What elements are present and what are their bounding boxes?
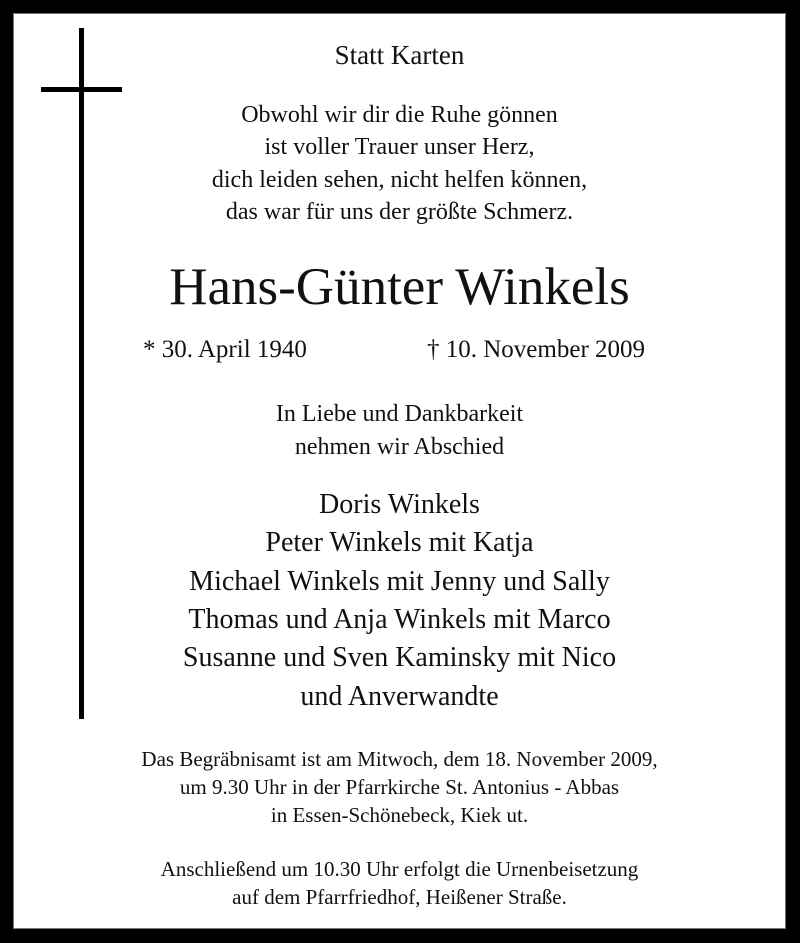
death-date: † 10. November 2009	[427, 336, 646, 363]
burial-line: Anschließend um 10.30 Uhr erfolgt die Urnenbeisetzung	[160, 857, 639, 881]
service-line: Das Begräbnisamt ist am Mitwoch, dem 18. November 2009,	[141, 747, 658, 771]
family-member: Doris Winkels	[319, 489, 480, 520]
farewell-line: In Liebe und Dankbarkeit	[275, 401, 524, 427]
header-statt-karten: Statt Karten	[334, 40, 465, 70]
service-line: in Essen-Schönebeck, Kiek ut.	[270, 803, 529, 827]
family-member: Michael Winkels mit Jenny und Sally	[189, 566, 610, 597]
family-member: Peter Winkels mit Katja	[265, 527, 534, 558]
farewell-line: nehmen wir Abschied	[294, 434, 505, 460]
birth-date: * 30. April 1940	[143, 336, 307, 363]
poem-line: Obwohl wir dir die Ruhe gönnen	[241, 102, 558, 128]
family-member: Thomas und Anja Winkels mit Marco	[188, 604, 611, 635]
cross-horizontal-bar	[41, 87, 122, 92]
poem-line: das war für uns der größte Schmerz.	[225, 199, 574, 225]
obituary-notice	[13, 13, 786, 929]
deceased-name: Hans-Günter Winkels	[169, 258, 630, 316]
family-member: und Anverwandte	[300, 681, 499, 712]
family-member: Susanne und Sven Kaminsky mit Nico	[182, 642, 617, 673]
burial-line: auf dem Pfarrfriedhof, Heißener Straße.	[232, 885, 567, 909]
poem-line: ist voller Trauer unser Herz,	[264, 134, 535, 160]
poem-line: dich leiden sehen, nicht helfen können,	[211, 167, 588, 193]
service-line: um 9.30 Uhr in der Pfarrkirche St. Antonius - Abbas	[179, 775, 620, 799]
